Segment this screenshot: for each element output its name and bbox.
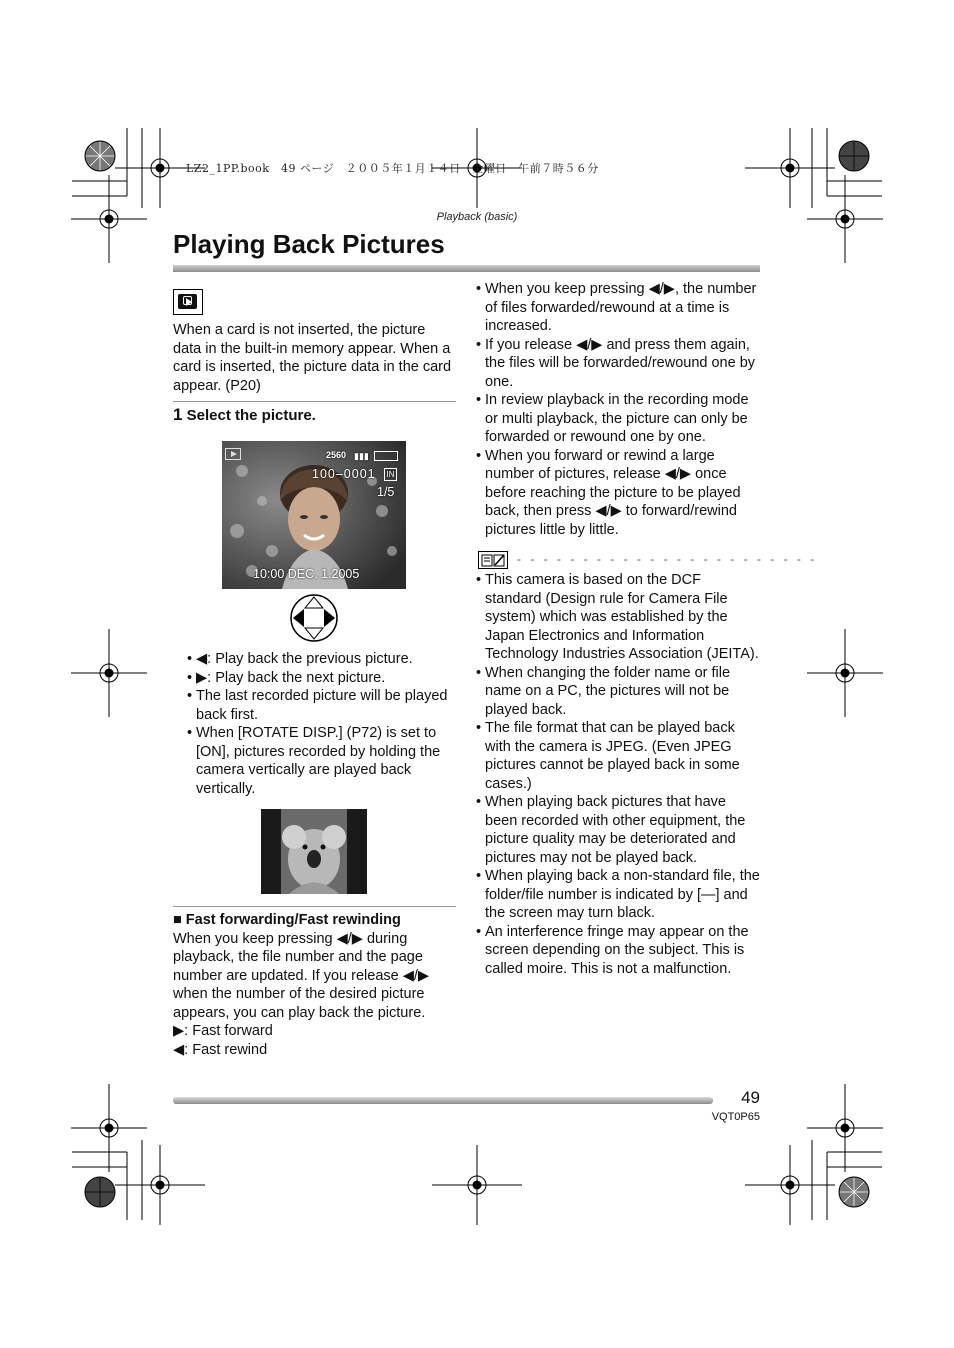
play-icon (225, 448, 241, 460)
koala-image (261, 809, 367, 894)
list-item: • An interference fringe may appear on the screen depending on the subject. This is called moire. This is not a malfunction. (476, 923, 760, 979)
fast-rewind-line: ◀: Fast rewind (173, 1041, 268, 1058)
list-item: • The last recorded picture will be played back first. (187, 687, 456, 724)
model-code: VQT0P65 (711, 1111, 760, 1123)
list-item: • ▶: Play back the next picture. (187, 669, 456, 688)
list-item: • ◀: Play back the previous picture. (187, 650, 456, 669)
note-icon (478, 551, 508, 569)
list-item: • When playing back pictures that have been recorded with other equipment, the picture quality may be deteriorated and pictures may not be played back. (476, 793, 760, 867)
built-in-memory-icon: IN (384, 468, 397, 481)
print-header: LZ2_1PP.book 49 ページ ２００５年１月１４日 金曜日 午前７時５６分 (186, 162, 599, 175)
list-item: • If you release ◀/▶ and press them again, the files will be forwarded/rewound one by one. (476, 336, 760, 392)
right-bullet-list (476, 280, 760, 539)
divider (173, 906, 456, 907)
list-item: • When changing the folder name or file name on a PC, the pictures will not be played back. (476, 664, 760, 720)
list-item: • When you keep pressing ◀/▶, the number of files forwarded/rewound at a time is increased. (476, 280, 760, 336)
fast-forward-section (173, 911, 456, 1059)
vertical-picture-example (261, 809, 367, 894)
date-time: 10:00 DEC. 1.2005 (253, 567, 360, 581)
page-number: 49 (741, 1088, 760, 1107)
page-title: Playing Back Pictures (173, 229, 445, 259)
note-bullet-list (476, 571, 760, 978)
camera-screen-photo (222, 441, 406, 589)
quality-icon: ▮▮▮ (354, 451, 369, 461)
divider (173, 401, 456, 402)
cursor-button-icon (289, 593, 339, 643)
resolution-label: 2560 (326, 450, 347, 460)
left-bullet-list (187, 650, 456, 798)
picture-counter: 1/5 (377, 485, 395, 499)
fast-forward-line: ▶: Fast forward (173, 1023, 273, 1039)
fast-forward-body: When you keep pressing ◀/▶ during playback, the file number and the page number are updated. If you release ◀/▶ when the number of the desired picture appears, you can play back the picture. (173, 930, 430, 1021)
footer-bar (173, 1097, 713, 1104)
battery-icon (374, 451, 398, 461)
note-dashed-rule: - - - - - - - - - - - - - - - - - - - - - - - (517, 552, 818, 566)
list-item: • When playing back a non-standard file, the folder/file number is indicated by [—] and the screen may turn black. (476, 867, 760, 923)
title-rule (173, 265, 760, 272)
list-item: • When you forward or rewind a large number of pictures, release ◀/▶ once before reaching the picture to be played back, then press ◀/▶ to forward/rewind pictures little by little. (476, 447, 760, 540)
step-number: 1 (173, 405, 183, 424)
playback-mode-icon (173, 289, 203, 315)
file-number: 100–0001 (312, 467, 376, 481)
fast-forward-heading: ■ Fast forwarding/Fast rewinding (173, 912, 401, 928)
list-item: • When [ROTATE DISP.] (P72) is set to [ON], pictures recorded by holding the camera vertically are played back vertically. (187, 724, 456, 798)
section-label: Playback (basic) (436, 211, 518, 223)
step-title: Select the picture. (186, 407, 316, 424)
list-item: • The file format that can be played back with the camera is JPEG. (Even JPEG pictures cannot be played back in some cases.) (476, 719, 760, 793)
list-item: • In review playback in the recording mode or multi playback, the picture can only be forwarded or rewound one by one. (476, 391, 760, 447)
intro-text: When a card is not inserted, the picture data in the built-in memory appear. When a card is inserted, the picture data in the card appear. (P20) (173, 322, 452, 394)
step-heading (173, 405, 316, 425)
list-item: • This camera is based on the DCF standard (Design rule for Camera File system) which was established by the Japan Electronics and Information Technology Industries Association (JEITA). (476, 571, 760, 664)
